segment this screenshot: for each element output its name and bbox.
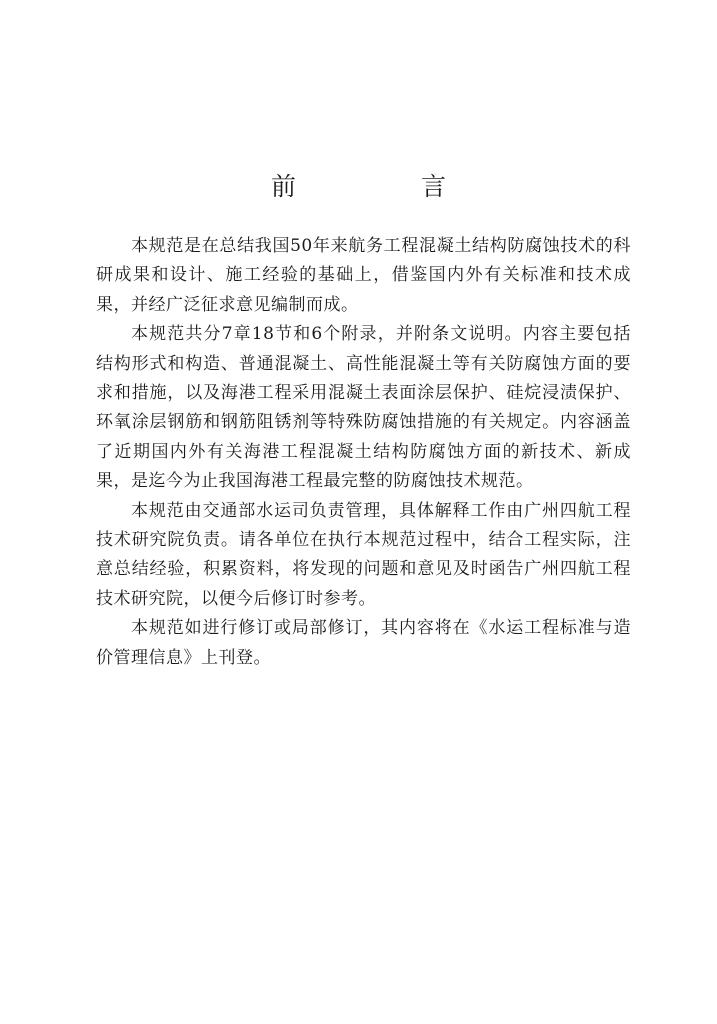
paragraph-2: 本规范共分7章18节和6个附录，并附条文说明。内容主要包括结构形式和构造、普通混凝土、高性能混凝土等有关防腐蚀方面的要求和措施，以及海港工程采用混凝土表面涂层保护、硅烷浸渍保护、环氧涂层钢筋和钢筋阻锈剂等特殊防腐蚀措施的有关规定。内容涵盖了近期国内外有关海港工程混凝土结构防腐蚀方面的新技术、新成果，是迄今为止我国海港工程最完整的防腐蚀技术规范。: [96, 324, 631, 492]
body-text: [96, 232, 631, 673]
page-title: 前 言: [270, 172, 496, 201]
paragraph-3: 本规范由交通部水运司负责管理，具体解释工作由广州四航工程技术研究院负责。请各单位在执行本规范过程中，结合工程实际，注意总结经验，积累资料，将发现的问题和意见及时函告广州四航工程技术研究院，以便今后修订时参考。: [96, 500, 631, 609]
paragraph-1: 本规范是在总结我国50年来航务工程混凝土结构防腐蚀技术的科研成果和设计、施工经验的基础上，借鉴国内外有关标准和技术成果，并经广泛征求意见编制而成。: [96, 236, 631, 315]
paragraph-4: 本规范如进行修订或局部修订，其内容将在《水运工程标准与造价管理信息》上刊登。: [96, 618, 631, 668]
